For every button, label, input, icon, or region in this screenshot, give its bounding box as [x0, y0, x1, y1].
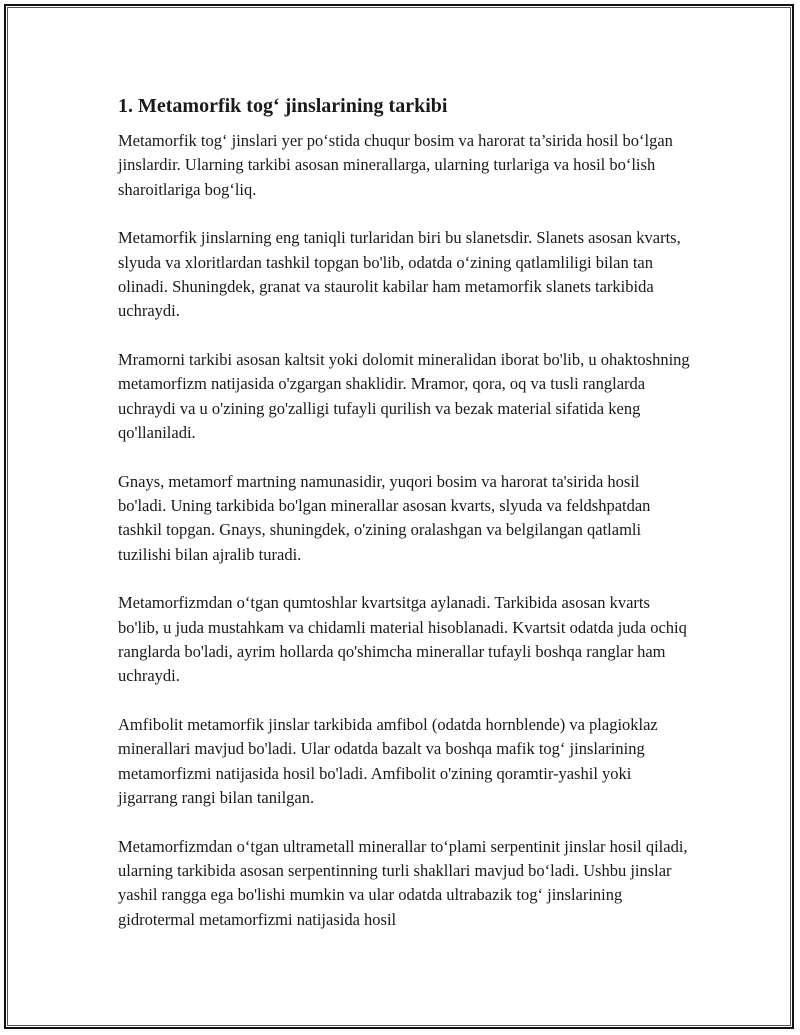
paragraph-intro: Metamorfik tog‘ jinslari yer po‘stida chuqur bosim va harorat ta’sirida hosil bo‘lgan jinslardir. Ularning tarkibi asosan minerallarga, ularning turlariga va hosil bo‘lish sharoitlariga bog‘liq. — [118, 131, 673, 199]
document-body — [118, 92, 690, 957]
paragraph-mramor: Mramorni tarkibi asosan kaltsit yoki dolomit mineralidan iborat bo'lib, u ohaktoshning metamorfizm natijasida o'zgargan shaklidir. Mramor, qora, oq va tusli ranglarda uchraydi va u o'zining go'zalligi tufayli qurilish va bezak material sifatida keng qo'llaniladi. — [118, 350, 690, 442]
paragraph-kvartsit: Metamorfizmdan o‘tgan qumtoshlar kvartsitga aylanadi. Tarkibida asosan kvarts bo'lib, u juda mustahkam va chidamli material hisoblanadi. Kvartsit odatda juda ochiq ranglarda bo'ladi, ayrim hollarda qo'shimcha minerallar tufayli boshqa ranglar ham uchraydi. — [118, 593, 687, 686]
paragraph-amfibolit: Amfibolit metamorfik jinslar tarkibida amfibol (odatda hornblende) va plagioklaz minerallari mavjud bo'ladi. Ular odatda bazalt va boshqa mafik tog‘ jinslarining metamorfizmi natijasida hosil bo'ladi. Amfibolit o'zining qoramtir-yashil yoki jigarrang rangi bilan tanilgan. — [118, 715, 658, 808]
paragraph-gnays: Gnays, metamorf martning namunasidir, yuqori bosim va harorat ta'sirida hosil bo'ladi. Uning tarkibida bo'lgan minerallar asosan kvarts, slyuda va feldshpatdan tashkil topgan. Gnays, shuningdek, o'zining oralashgan va belgilangan qatlamli tuzilishi bilan ajralib turadi. — [118, 471, 651, 564]
paragraph-slanets: Metamorfik jinslarning eng taniqli turlaridan biri bu slanetsdir. Slanets asosan kvarts, slyuda va xloritlardan tashkil topgan bo'lib, odatda o‘zining qatlamliligi bilan tan olinadi. Shuningdek, granat va staurolit kabilar ham metamorfik slanets tarkibida uchraydi. — [118, 228, 681, 321]
section-heading: 1. Metamorfik tog‘ jinslarining tarkibi — [118, 95, 448, 117]
paragraph-serpentinit: Metamorfizmdan o‘tgan ultrametall minerallar to‘plami serpentinit jinslar hosil qiladi, ularning tarkibida asosan serpentinning turli shakllari mavjud bo‘ladi. Ushbu jinslar yashil rangga ega bo'lishi mumkin va ular odatda ultrabazik tog‘ jinslarining gidrotermal metamorfizmi natijasida hosil — [118, 836, 688, 929]
